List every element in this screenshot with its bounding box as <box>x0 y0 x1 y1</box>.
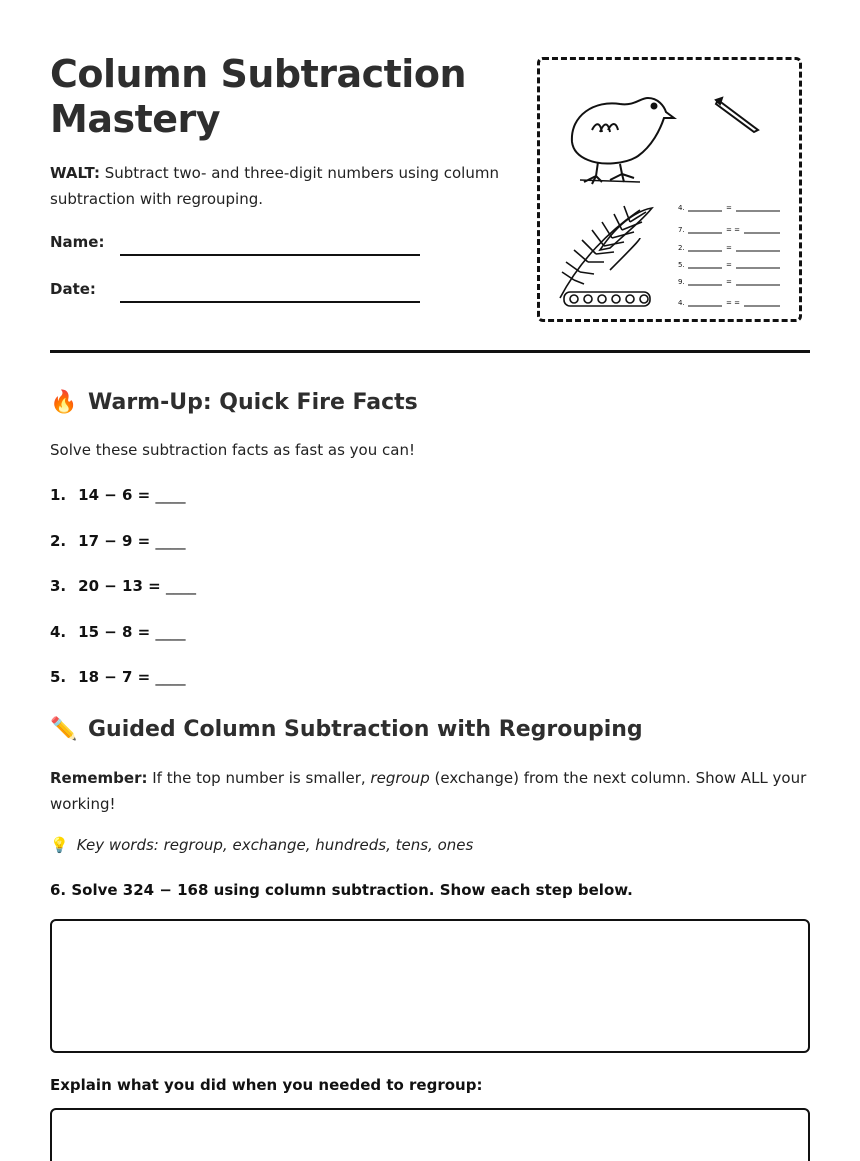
warmup-instructions: Solve these subtraction facts as fast as you can! <box>50 441 415 459</box>
fact-answer-blank[interactable]: ____ <box>155 623 186 641</box>
fact-answer-blank[interactable]: ____ <box>155 486 186 504</box>
walt-text: Subtract two- and three-digit numbers using column subtraction with regrouping. <box>50 164 499 208</box>
walt-statement <box>50 160 500 212</box>
mini-num: 4. <box>678 299 685 307</box>
fact-answer-blank[interactable]: ____ <box>155 532 186 550</box>
fact-item <box>50 486 186 504</box>
guided-heading-text: Guided Column Subtraction with Regrouping <box>88 717 643 742</box>
mini-worksheet-lines <box>678 204 780 307</box>
remember-emphasis: regroup <box>370 769 430 787</box>
fact-expression: 14 − 6 = <box>78 486 151 504</box>
fact-item <box>50 532 186 550</box>
fact-number: 4. <box>50 623 67 641</box>
illustration <box>540 60 799 319</box>
page-title: Column Subtraction Mastery <box>50 52 466 141</box>
warmup-heading-text: Warm-Up: Quick Fire Facts <box>88 390 418 415</box>
question-6: 6. Solve 324 − 168 using column subtraction. Show each step below. <box>50 881 633 899</box>
fact-answer-blank[interactable]: ____ <box>155 668 186 686</box>
pencil-emoji-icon: ✏️ <box>50 717 78 742</box>
fact-expression: 15 − 8 = <box>78 623 151 641</box>
remember-note <box>50 765 810 817</box>
answer-box-question-6[interactable] <box>50 919 810 1053</box>
fact-number: 3. <box>50 577 67 595</box>
mini-num: 4. <box>678 204 685 212</box>
answer-box-explain[interactable] <box>50 1108 810 1161</box>
section-divider <box>50 350 810 353</box>
date-field[interactable] <box>120 301 420 303</box>
mini-eq: = <box>726 278 732 286</box>
lightbulb-icon: 💡 <box>50 836 69 854</box>
fact-expression: 17 − 9 = <box>78 532 151 550</box>
mini-num: 2. <box>678 244 685 252</box>
fact-expression: 18 − 7 = <box>78 668 151 686</box>
remember-text: If the top number is smaller, <box>152 769 366 787</box>
remember-text: (exchange) from the next column. Show ALL your working! <box>50 769 807 813</box>
koru-pattern-icon <box>564 292 650 306</box>
pencil-icon <box>716 98 758 132</box>
mini-eq: = <box>726 204 732 212</box>
fact-number: 2. <box>50 532 67 550</box>
mini-eq: = = <box>726 226 740 234</box>
fact-answer-blank[interactable]: ____ <box>165 577 196 595</box>
fact-number: 5. <box>50 668 67 686</box>
fern-icon <box>560 206 652 298</box>
mini-eq: = <box>726 244 732 252</box>
mini-num: 9. <box>678 278 685 286</box>
explain-prompt: Explain what you did when you needed to regroup: <box>50 1076 483 1094</box>
mini-num: 7. <box>678 226 685 234</box>
mini-num: 5. <box>678 261 685 269</box>
remember-label: Remember: <box>50 769 148 787</box>
walt-label: WALT: <box>50 164 100 182</box>
name-field[interactable] <box>120 254 420 256</box>
keywords-text: Key words: regroup, exchange, hundreds, tens, ones <box>76 836 474 854</box>
mini-eq: = = <box>726 299 740 307</box>
fact-number: 1. <box>50 486 67 504</box>
keywords-tip <box>50 836 473 854</box>
date-label: Date: <box>50 280 96 298</box>
fire-icon: 🔥 <box>50 390 78 415</box>
fact-item <box>50 623 186 641</box>
fact-expression: 20 − 13 = <box>78 577 161 595</box>
illustration-frame <box>537 57 802 322</box>
fact-item <box>50 577 196 595</box>
fact-item <box>50 668 186 686</box>
guided-heading <box>50 717 643 742</box>
kiwi-bird-icon <box>572 98 674 184</box>
warmup-heading <box>50 390 418 415</box>
mini-eq: = <box>726 261 732 269</box>
name-label: Name: <box>50 233 105 251</box>
